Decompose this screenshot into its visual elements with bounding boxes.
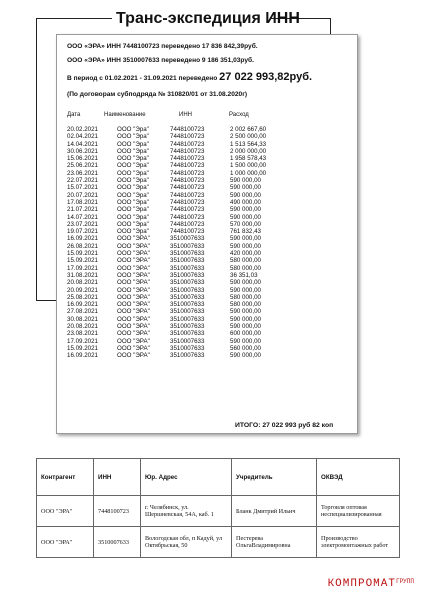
payment-date: 30.06.2021 <box>67 147 98 155</box>
payment-date: 31.08.2021 <box>67 271 98 279</box>
payment-company: ООО "ЭРА" <box>117 337 150 345</box>
table-row <box>67 294 290 301</box>
table-cell: 3510007633 <box>94 527 141 558</box>
table-row <box>37 496 400 527</box>
watermark-logo <box>328 578 414 590</box>
payment-company: ООО "Эра" <box>117 184 149 192</box>
table-cell: Торговля оптовая неспециализированная <box>317 496 400 527</box>
payment-amount: 36 351,03 <box>230 271 258 279</box>
payment-date: 15.06.2021 <box>67 155 98 163</box>
payment-company: ООО "Эра" <box>117 126 149 133</box>
table-row <box>67 177 290 184</box>
payment-inn: 3510007633 <box>170 250 205 258</box>
payment-date: 15.09.2021 <box>67 250 98 258</box>
table-cell: ООО "ЭРА" <box>37 527 94 558</box>
summary-total-amount: 27 022 993,82руб. <box>219 71 313 83</box>
payment-company: ООО "ЭРА" <box>117 235 150 243</box>
payment-date: 25.08.2021 <box>67 293 98 301</box>
table-row <box>67 235 290 242</box>
payment-company: ООО "ЭРА" <box>117 279 150 287</box>
table-row <box>67 206 290 213</box>
payment-company: ООО "ЭРА" <box>117 293 150 301</box>
payment-inn: 3510007633 <box>170 279 205 287</box>
payment-company: ООО "Эра" <box>117 133 149 141</box>
payment-amount: 590 000,00 <box>230 279 261 287</box>
table-row <box>67 214 290 221</box>
table-cell: г. Челябинск, ул. Шершневская, 54А, каб. 1 <box>141 496 232 527</box>
summary-line-2: ООО «ЭРА» ИНН 3510007633 переведено 9 186 351,03руб. <box>67 57 254 64</box>
payment-company: ООО "ЭРА" <box>117 257 150 265</box>
table-row <box>67 148 290 155</box>
payment-amount: 420 000,00 <box>230 250 261 258</box>
table-row <box>67 221 290 228</box>
payment-company: ООО "ЭРА" <box>117 242 150 250</box>
payment-date: 23.07.2021 <box>67 220 98 228</box>
table-row <box>67 338 290 345</box>
payment-amount: 560 000,00 <box>230 344 261 352</box>
scanned-document <box>56 34 358 434</box>
payment-amount: 590 000,00 <box>230 352 261 360</box>
payment-amount: 580 000,00 <box>230 293 261 301</box>
payment-inn: 3510007633 <box>170 323 205 331</box>
payment-amount: 2 500 000,00 <box>230 133 267 141</box>
payment-inn: 3510007633 <box>170 264 205 272</box>
payment-amount: 1 513 564,33 <box>230 140 267 148</box>
payment-amount: 590 000,00 <box>230 315 261 323</box>
info-header-counterparty: Контрагент <box>37 459 94 496</box>
payment-date: 14.07.2021 <box>67 213 98 221</box>
payment-date: 17.08.2021 <box>67 198 98 206</box>
payment-inn: 3510007633 <box>170 344 205 352</box>
payment-inn: 7448100723 <box>170 133 205 141</box>
payment-company: ООО "ЭРА" <box>117 315 150 323</box>
payment-amount: 600 000,00 <box>230 330 261 338</box>
table-row <box>67 330 290 337</box>
payment-amount: 2 002 667,60 <box>230 126 267 133</box>
payment-company: ООО "Эра" <box>117 169 149 177</box>
payment-date: 25.06.2021 <box>67 162 98 170</box>
payment-date: 27.08.2021 <box>67 308 98 316</box>
payment-date: 15.09.2021 <box>67 344 98 352</box>
table-row <box>37 527 400 558</box>
payment-company: ООО "Эра" <box>117 155 149 163</box>
payment-company: ООО "Эра" <box>117 162 149 170</box>
payment-date: 16.09.2021 <box>67 235 98 243</box>
payment-inn: 7448100723 <box>170 177 205 185</box>
payment-inn: 7448100723 <box>170 206 205 214</box>
payment-date: 30.08.2021 <box>67 315 98 323</box>
payment-inn: 3510007633 <box>170 242 205 250</box>
watermark-text: КОМПРОМАТ <box>327 578 396 590</box>
table-cell: Пестерева ОльгаВладимировна <box>232 527 317 558</box>
counterparty-table <box>36 458 400 558</box>
table-row <box>67 265 290 272</box>
payment-amount: 2 000 000,00 <box>230 147 267 155</box>
table-row <box>67 250 290 257</box>
payment-company: ООО "Эра" <box>117 220 149 228</box>
payment-inn: 3510007633 <box>170 235 205 243</box>
payment-company: ООО "Эра" <box>117 228 149 236</box>
payment-inn: 7448100723 <box>170 191 205 199</box>
payment-inn: 3510007633 <box>170 293 205 301</box>
table-row <box>67 272 290 279</box>
table-row <box>67 279 290 286</box>
payment-inn: 7448100723 <box>170 155 205 163</box>
payment-amount: 1 958 578,43 <box>230 155 267 163</box>
column-header-inn: ИНН <box>179 112 192 118</box>
payment-company: ООО "ЭРА" <box>117 286 150 294</box>
payment-amount: 580 000,00 <box>230 301 261 309</box>
table-row <box>67 352 290 359</box>
payment-date: 16.09.2021 <box>67 301 98 309</box>
table-cell: Производство электромонтажных работ <box>317 527 400 558</box>
payment-date: 20.08.2021 <box>67 279 98 287</box>
payment-company: ООО "Эра" <box>117 198 149 206</box>
column-header-date: Дата <box>67 112 81 118</box>
payment-date: 21.07.2021 <box>67 206 98 214</box>
payment-inn: 7448100723 <box>170 198 205 206</box>
payment-date: 26.08.2021 <box>67 242 98 250</box>
payment-amount: 590 000,00 <box>230 184 261 192</box>
column-header-name: Наименование <box>104 112 146 118</box>
payment-company: ООО "ЭРА" <box>117 301 150 309</box>
payment-date: 20.07.2021 <box>67 191 98 199</box>
payment-company: ООО "Эра" <box>117 140 149 148</box>
payment-inn: 3510007633 <box>170 286 205 294</box>
payment-amount: 761 832,43 <box>230 228 261 236</box>
table-row <box>67 257 290 264</box>
summary-line-3 <box>67 71 312 83</box>
bracket-left <box>36 18 37 300</box>
info-header-address: Юр. Адрес <box>141 459 232 496</box>
payment-date: 02.04.2021 <box>67 133 98 141</box>
bracket-bottom <box>36 300 56 301</box>
payment-date: 20.02.2021 <box>67 126 98 133</box>
table-row <box>67 155 290 162</box>
table-row <box>67 345 290 352</box>
payment-amount: 590 000,00 <box>230 235 261 243</box>
payment-amount: 590 000,00 <box>230 213 261 221</box>
table-row <box>67 133 290 140</box>
watermark-suffix: ГРУПП <box>395 578 414 585</box>
payment-amount: 590 000,00 <box>230 323 261 331</box>
payment-company: ООО "Эра" <box>117 147 149 155</box>
payment-date: 15.07.2021 <box>67 184 98 192</box>
payment-amount: 590 000,00 <box>230 177 261 185</box>
payment-amount: 1 500 000,00 <box>230 162 267 170</box>
payment-inn: 3510007633 <box>170 337 205 345</box>
payment-company: ООО "ЭРА" <box>117 344 150 352</box>
payment-date: 19.07.2021 <box>67 228 98 236</box>
payment-amount: 580 000,00 <box>230 264 261 272</box>
summary-contract: (По договорам субподряда № 310820/01 от 31.08.2020г) <box>67 91 248 98</box>
table-row <box>67 323 290 330</box>
payment-amount: 490 000,00 <box>230 198 261 206</box>
table-row <box>67 243 290 250</box>
payment-amount: 590 000,00 <box>230 337 261 345</box>
payment-inn: 3510007633 <box>170 271 205 279</box>
payment-inn: 7448100723 <box>170 228 205 236</box>
payment-date: 20.09.2021 <box>67 286 98 294</box>
payment-company: ООО "Эра" <box>117 206 149 214</box>
payment-inn: 3510007633 <box>170 315 205 323</box>
payment-inn: 3510007633 <box>170 301 205 309</box>
payment-amount: 590 000,00 <box>230 286 261 294</box>
payment-inn: 7448100723 <box>170 184 205 192</box>
payment-inn: 3510007633 <box>170 352 205 360</box>
payment-date: 22.07.2021 <box>67 177 98 185</box>
table-row <box>67 126 290 133</box>
table-row <box>67 287 290 294</box>
payment-company: ООО "ЭРА" <box>117 323 150 331</box>
table-cell: Вологодская обл, п Кадуй, ул Октябрьская, 50 <box>141 527 232 558</box>
payment-amount: 590 000,00 <box>230 242 261 250</box>
payment-amount: 590 000,00 <box>230 308 261 316</box>
table-row <box>67 308 290 315</box>
summary-period: В период с 01.02.2021 - 31.09.2021 переведено <box>67 75 218 82</box>
payment-inn: 3510007633 <box>170 308 205 316</box>
table-row <box>67 141 290 148</box>
payment-inn: 3510007633 <box>170 257 205 265</box>
table-cell: Бланк Дмитрий Ильич <box>232 496 317 527</box>
table-row <box>67 192 290 199</box>
payment-date: 17.09.2021 <box>67 264 98 272</box>
payment-company: ООО "Эра" <box>117 191 149 199</box>
payment-inn: 7448100723 <box>170 140 205 148</box>
payment-inn: 7448100723 <box>170 147 205 155</box>
bracket-right <box>330 18 331 34</box>
payments-table <box>67 126 290 360</box>
summary-line-1: ООО «ЭРА» ИНН 7448100723 переведено 17 836 842,39руб. <box>67 43 258 50</box>
table-row <box>67 301 290 308</box>
payment-amount: 1 000 000,00 <box>230 169 267 177</box>
info-header-okved: ОКВЭД <box>317 459 400 496</box>
payment-date: 20.08.2021 <box>67 323 98 331</box>
table-row <box>67 316 290 323</box>
payment-date: 15.09.2021 <box>67 257 98 265</box>
info-header-founder: Учредитель <box>232 459 317 496</box>
column-header-expense: Расход <box>229 112 249 118</box>
page-title: Транс-экспедиция ИНН <box>116 10 300 27</box>
table-cell: 7448100723 <box>94 496 141 527</box>
payment-company: ООО "ЭРА" <box>117 264 150 272</box>
bracket-top <box>36 18 112 19</box>
payment-inn: 7448100723 <box>170 126 205 133</box>
payment-company: ООО "Эра" <box>117 213 149 221</box>
payment-amount: 570 000,00 <box>230 220 261 228</box>
payment-date: 16.09.2021 <box>67 352 98 360</box>
payment-company: ООО "Эра" <box>117 177 149 185</box>
payment-amount: 590 000,00 <box>230 191 261 199</box>
payment-date: 23.08.2021 <box>67 330 98 338</box>
payment-company: ООО "ЭРА" <box>117 250 150 258</box>
total-line: ИТОГО: 27 022 993 руб 82 коп <box>235 422 334 429</box>
table-row <box>67 184 290 191</box>
payment-company: ООО "ЭРА" <box>117 271 150 279</box>
payment-company: ООО "ЭРА" <box>117 352 150 360</box>
payment-date: 17.09.2021 <box>67 337 98 345</box>
info-header-inn: ИНН <box>94 459 141 496</box>
table-row <box>67 199 290 206</box>
payment-inn: 7448100723 <box>170 213 205 221</box>
payment-inn: 7448100723 <box>170 169 205 177</box>
payment-amount: 580 000,00 <box>230 257 261 265</box>
payment-date: 23.06.2021 <box>67 169 98 177</box>
table-row <box>67 228 290 235</box>
payment-company: ООО "ЭРА" <box>117 330 150 338</box>
payment-inn: 7448100723 <box>170 162 205 170</box>
table-row <box>67 170 290 177</box>
payment-date: 14.04.2021 <box>67 140 98 148</box>
payment-inn: 3510007633 <box>170 330 205 338</box>
table-row <box>67 162 290 169</box>
payment-company: ООО "ЭРА" <box>117 308 150 316</box>
payment-inn: 7448100723 <box>170 220 205 228</box>
payment-amount: 590 000,00 <box>230 206 261 214</box>
table-cell: ООО "ЭРА" <box>37 496 94 527</box>
